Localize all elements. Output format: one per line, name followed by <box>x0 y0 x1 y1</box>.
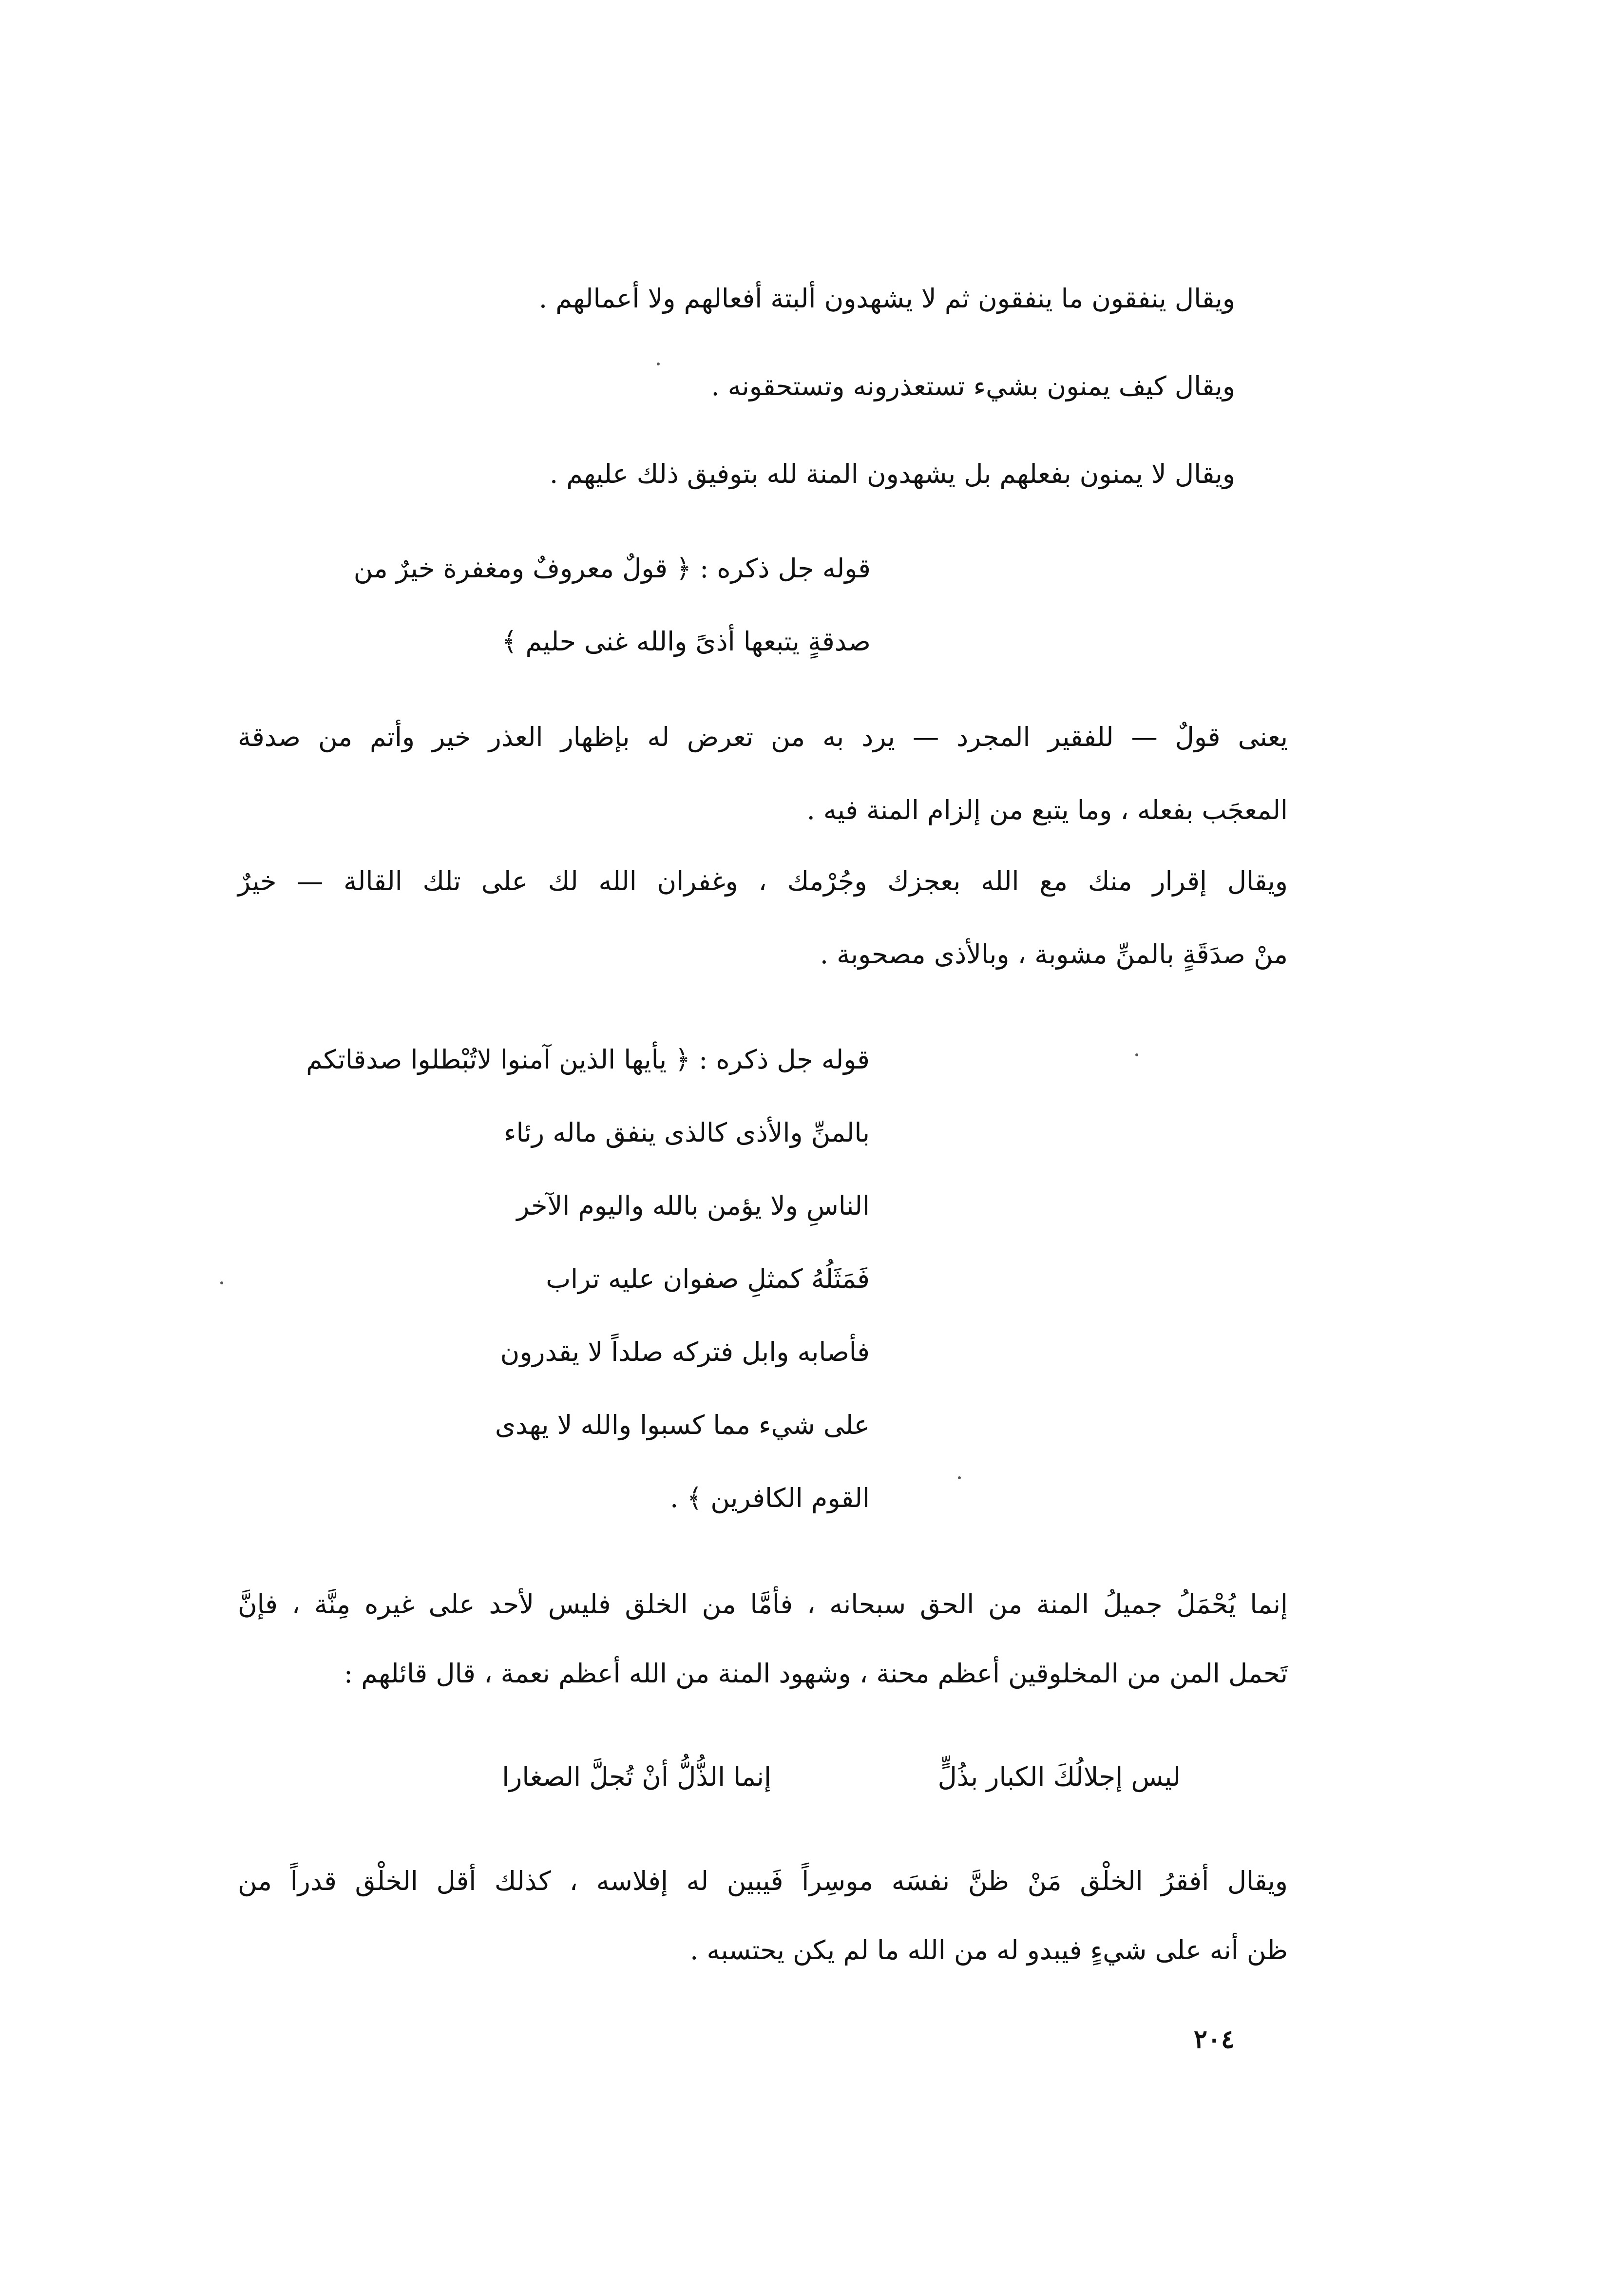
text-line: ويقال كيف يمنون بشيء تستعذرونه وتستحقونه . <box>711 371 1235 401</box>
verse-line: قوله جل ذكره : ﴿ قولٌ معروفٌ ومغفرة خيرٌ من <box>353 553 871 584</box>
specks <box>958 1476 961 1479</box>
text-line: ويقال لا يمنون بفعلهم بل يشهدون المنة لله بتوفيق ذلك عليهم . <box>550 458 1235 489</box>
verse-block-2 <box>306 1044 870 1517</box>
verse-line: القوم الكافرين ﴾ . <box>670 1483 870 1513</box>
text-line: تَحمل المن من المخلوقين أعظم محنة ، وشهود المنة من الله أعظم نعمة ، قال قائلهم : <box>344 1658 1288 1689</box>
text-line: ويقال ينفقون ما ينفقون ثم لا يشهدون ألبتة أفعالهم ولا أعمالهم . <box>538 283 1235 314</box>
text-line: ويقال إقرار منك مع الله بعجزك وجُرْمك ، وغفران الله لك على تلك القالة — خيرٌ <box>238 866 1288 897</box>
verse-line: فَمَثَلُهُ كمثلِ صفوان عليه تراب <box>546 1263 870 1294</box>
specks <box>657 363 660 365</box>
paragraph-2 <box>711 373 1235 405</box>
verse-line: قوله جل ذكره : ﴿ يأيها الذين آمنوا لاتُبْطلوا صدقاتكم <box>306 1044 870 1075</box>
paragraph-5 <box>238 868 1288 974</box>
paragraph-3 <box>550 458 1235 493</box>
verse-line: فأصابه وابل فتركه صلداً لا يقدرون <box>500 1336 870 1367</box>
text-line: ويقال أفقرُ الخلْق مَنْ ظنَّ نفسَه موسِراً فَيبين له إفلاسه ، كذلك أقل الخلْق قدراً من <box>238 1866 1288 1896</box>
paragraph-1 <box>538 283 1235 318</box>
text-line: يعنى قولٌ — للفقير المجرد — يرد به من تعرض له بإظهار العذر خير وأتم من صدقة <box>238 722 1288 752</box>
verse-line: الناسِ ولا يؤمن بالله واليوم الآخر <box>516 1190 870 1221</box>
poem-first-hemistich: ليس إجلالُكَ الكبار بذُلٍّ <box>937 1761 1181 1792</box>
paragraph-4 <box>238 724 1288 829</box>
text-line: إنما يُحْمَلُ جميلُ المنة من الحق سبحانه ، فأمَّا من الخلق فليس لأحد على غيره مِنَّة ، فإنَّ <box>238 1589 1288 1620</box>
verse-line: صدقةٍ يتبعها أذىً والله غنى حليم ﴾ <box>501 626 871 657</box>
text-line: المعجَب بفعله ، وما يتبع من إلزام المنة فيه . <box>806 795 1288 825</box>
page-number: ٢٠٤ <box>1194 2024 1235 2054</box>
poem-verse <box>0 1761 1624 1798</box>
verse-line: بالمنِّ والأذى كالذى ينفق ماله رئاء <box>504 1117 870 1148</box>
paragraph-7 <box>238 1868 1288 1969</box>
text-line: ظن أنه على شيءٍ فيبدو له من الله ما لم يكن يحتسبه . <box>690 1935 1288 1966</box>
text-line: منْ صدَقَةٍ بالمنِّ مشوبة ، وبالأذى مصحوبة . <box>820 939 1288 970</box>
verse-block-1 <box>354 555 871 661</box>
paragraph-6 <box>238 1591 1288 1693</box>
specks <box>1135 1053 1138 1056</box>
verse-line: على شيء مما كسبوا والله لا يهدى <box>495 1410 870 1440</box>
specks <box>220 1281 223 1284</box>
poem-second-hemistich: إنما الذُّلُّ أنْ تُجلَّ الصغارا <box>502 1761 771 1792</box>
